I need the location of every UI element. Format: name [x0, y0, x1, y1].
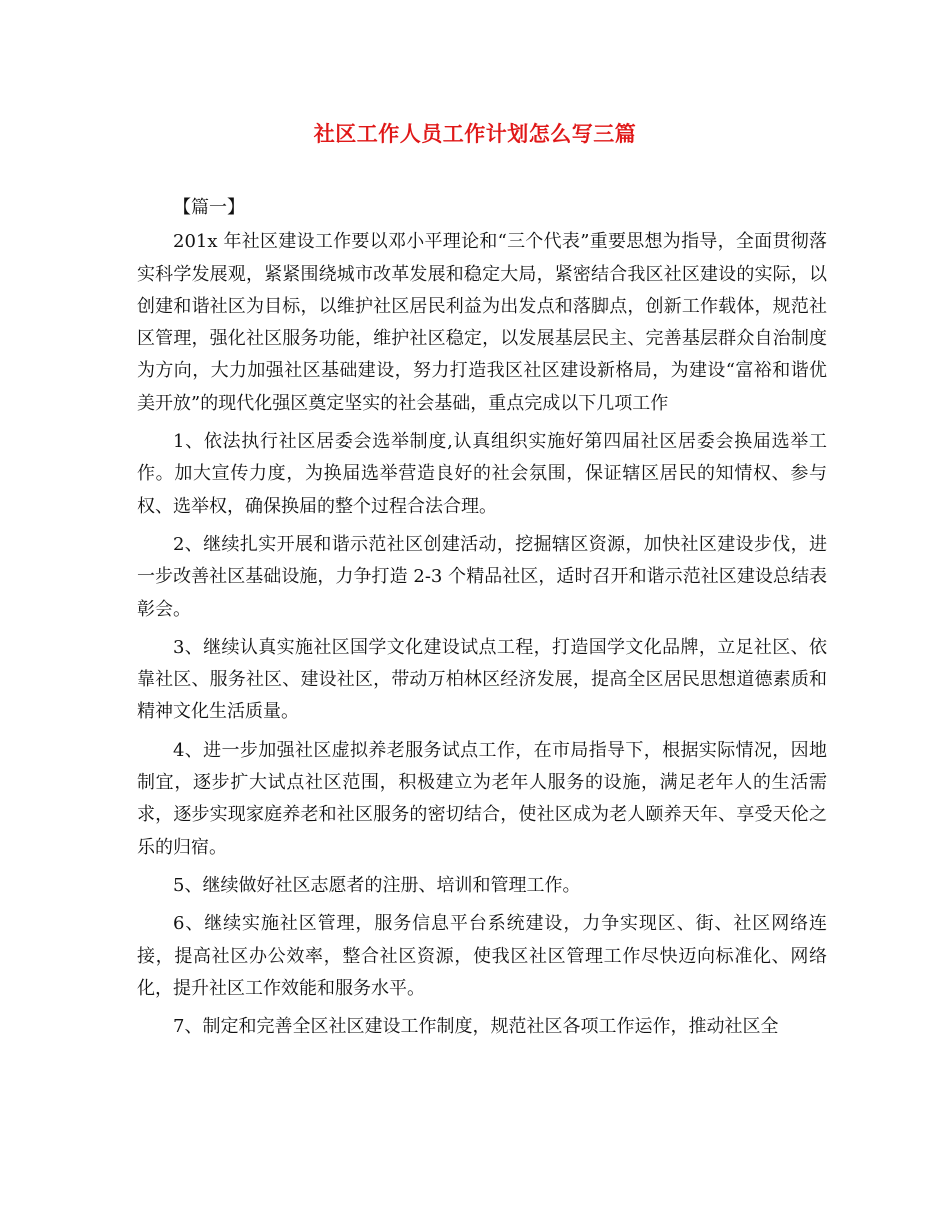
paragraph-intro: 201x 年社区建设工作要以邓小平理论和“三个代表”重要思想为指导，全面贯彻落实科学发展观，紧紧围绕城市改革发展和稳定大局，紧密结合我区社区建设的实际，以创建和谐社区为目标，以维护社区居民利益为出发点和落脚点，创新工作载体，规范社区管理，强化社区服务功能，维护社区稳定，以发展基层民主、完善基层群众自治制度为方向，大力加强社区基础建设，努力打造我区社区建设新格局，为建设“富裕和谐优美开放”的现代化强区奠定坚实的社会基础，重点完成以下几项工作	[137, 231, 827, 414]
paragraph-item-1: 1、依法执行社区居委会选举制度,认真组织实施好第四届社区居委会换届选举工作。加大宣传力度，为换届选举营造良好的社会氛围，保证辖区居民的知情权、参与权、选举权，确保换届的整个过程合法合理。	[137, 431, 827, 517]
paragraph-item-5: 5、继续做好社区志愿者的注册、培训和管理工作。	[173, 874, 581, 896]
paragraph-item-7: 7、制定和完善全区社区建设工作制度，规范社区各项工作运作，推动社区全	[173, 1016, 779, 1038]
section-label: 【篇一】	[173, 197, 245, 218]
document-body	[137, 192, 827, 1049]
paragraph-item-3: 3、继续认真实施社区国学文化建设试点工程，打造国学文化品牌，立足社区、依靠社区、服务社区、建设社区，带动万柏林区经济发展，提高全区居民思想道德素质和精神文化生活质量。	[137, 636, 827, 723]
paragraph-item-4: 4、进一步加强社区虚拟养老服务试点工作，在市局指导下，根据实际情况，因地制宜，逐步扩大试点社区范围，积极建立为老年人服务的设施，满足老年人的生活需求，逐步实现家庭养老和社区服务的密切结合，使社区成为老人颐养天年、享受天伦之乐的归宿。	[137, 739, 827, 858]
document-title: 社区工作人员工作计划怎么写三篇	[313, 121, 637, 146]
paragraph-item-2: 2、继续扎实开展和谐示范社区创建活动，挖掘辖区资源，加快社区建设步伐，进一步改善社区基础设施，力争打造 2-3 个精品社区，适时召开和谐示范社区建设总结表彰会。	[137, 533, 827, 620]
paragraph-item-6: 6、继续实施社区管理，服务信息平台系统建设，力争实现区、街、社区网络连接，提高社区办公效率，整合社区资源，使我区社区管理工作尽快迈向标准化、网络化，提升社区工作效能和服务水平。	[137, 913, 827, 999]
